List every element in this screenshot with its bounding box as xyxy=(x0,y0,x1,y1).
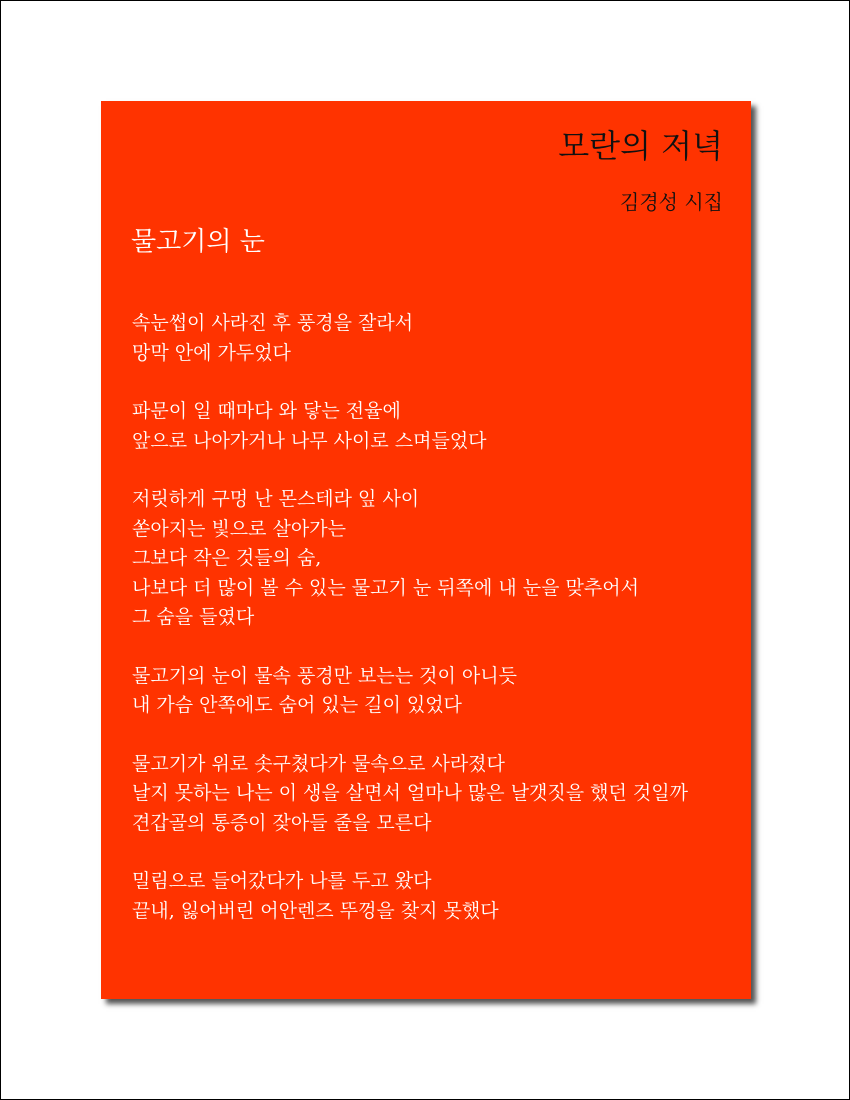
poem-title: 물고기의 눈 xyxy=(131,227,265,257)
poem-line: 날지 못하는 나는 이 생을 살면서 얼마나 많은 날갯짓을 했던 것일까 xyxy=(132,782,688,804)
poem-line: 물고기가 위로 솟구쳤다가 물속으로 사라졌다 xyxy=(132,752,505,775)
poem-line: 망막 안에 가두었다 xyxy=(132,341,291,364)
stanza xyxy=(111,750,746,839)
stanza xyxy=(111,309,746,368)
book-title: 모란의 저녁 xyxy=(558,127,723,165)
stanza xyxy=(111,867,746,926)
poem-line: 그보다 작은 것들의 숨, xyxy=(132,547,322,569)
book-subtitle: 김경성 시집 xyxy=(620,190,723,214)
poem-line: 나보다 더 많이 볼 수 있는 물고기 눈 뒤쪽에 내 눈을 맞추어서 xyxy=(132,576,639,599)
stanza xyxy=(111,662,746,721)
poem-card xyxy=(101,101,751,999)
poem-line: 견갑골의 통증이 잦아들 줄을 모른다 xyxy=(132,811,432,834)
poem-line: 밀림으로 들어갔다가 나를 두고 왔다 xyxy=(132,870,432,892)
stanza xyxy=(111,397,746,456)
poem-line: 속눈썹이 사라진 후 풍경을 잘라서 xyxy=(132,312,414,334)
stanza xyxy=(111,485,746,633)
poem-line: 쏟아지는 빛으로 살아가는 xyxy=(132,517,346,540)
poem-line: 파문이 일 때마다 와 닿는 전율에 xyxy=(132,400,401,422)
poem-line: 앞으로 나아가거나 나무 사이로 스며들었다 xyxy=(132,429,487,452)
poem-line: 물고기의 눈이 물속 풍경만 보는는 것이 아니듯 xyxy=(132,664,517,687)
poem-line: 저릿하게 구멍 난 몬스테라 잎 사이 xyxy=(132,488,420,510)
poem-line: 내 가슴 안쪽에도 숨어 있는 길이 있었다 xyxy=(132,694,462,716)
poem-line: 끝내, 잃어버린 어안렌즈 뚜껑을 찾지 못했다 xyxy=(132,899,499,922)
poem-body xyxy=(111,309,746,955)
poem-line: 그 숨을 들였다 xyxy=(132,606,255,628)
